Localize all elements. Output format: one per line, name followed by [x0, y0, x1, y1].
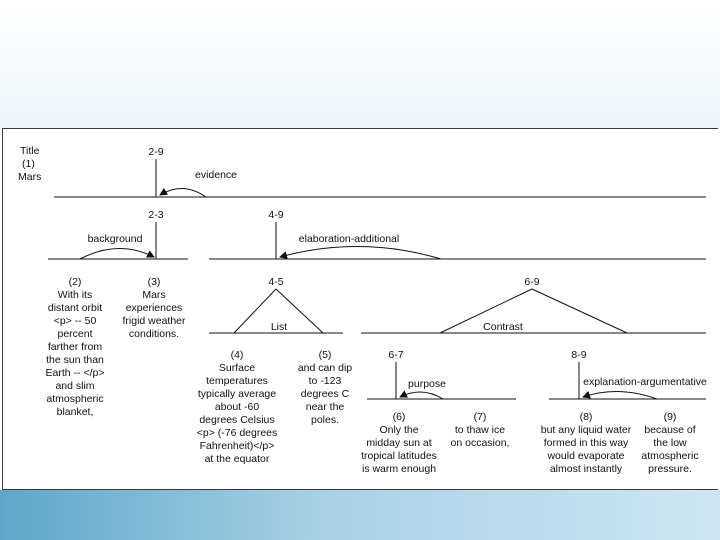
leaf-4-line-7: <p> (-76 degrees: [196, 427, 278, 439]
leaf-2-line-3: distant orbit: [47, 302, 103, 314]
leaf-5-line-5: near the: [305, 401, 345, 413]
relation-elaboration: elaboration-additional: [298, 233, 400, 245]
leaf-8-line-4: would evaporate: [547, 450, 625, 462]
span-label-4-9: 4-9: [268, 209, 284, 221]
span-4-5-node: [209, 276, 343, 333]
leaf-7-line-1: (7): [473, 411, 487, 423]
leaf-2-line-10: atmospheric: [46, 393, 104, 405]
span-label-2-9: 2-9: [148, 146, 164, 158]
leaf-2-line-6: farther from: [47, 341, 103, 353]
span-8-9-node: [549, 349, 707, 399]
span-label-6-9: 6-9: [524, 276, 540, 288]
leaf-9-line-1: (9): [663, 411, 677, 423]
explanation-arrow: [583, 391, 657, 399]
root-span-node: [54, 146, 706, 197]
span-6-9-node: [361, 276, 706, 333]
leaf-8-line-1: (8): [579, 411, 593, 423]
leaf-2: [46, 276, 105, 418]
leaf-2-line-11: blanket,: [56, 406, 94, 418]
span-4-9-node: [209, 209, 706, 259]
slide-bottom-band: [0, 490, 720, 540]
relation-evidence: evidence: [194, 169, 238, 181]
leaf-7-line-2: to thaw ice: [454, 424, 506, 436]
leaf-2-line-5: percent: [57, 328, 93, 340]
slide-top-band: [0, 0, 720, 128]
leaf-8-line-2: but any liquid water: [540, 424, 632, 436]
leaf-4-line-2: Surface: [218, 362, 256, 374]
leaf-5-line-1: (5): [318, 349, 332, 361]
relation-list: List: [270, 321, 288, 333]
leaf-3: [122, 276, 186, 340]
span-label-6-7: 6-7: [388, 349, 404, 361]
leaf-2-line-2: With its: [57, 289, 93, 301]
leaf-3-line-5: conditions.: [128, 328, 180, 340]
list-left-branch: [234, 289, 276, 333]
leaf-2-line-1: (2): [68, 276, 82, 288]
leaf-2-line-9: and slim: [55, 380, 95, 392]
leaf-4-line-5: about -60: [214, 401, 260, 413]
title-node: [18, 145, 41, 183]
rst-diagram-figure: [2, 128, 718, 490]
leaf-3-line-4: frigid weather: [122, 315, 186, 327]
leaf-9-line-2: because of: [644, 424, 696, 436]
relation-explanation: explanation-argumentative: [583, 376, 707, 388]
background-arrow: [80, 248, 154, 259]
leaf-4-line-9: at the equator: [204, 453, 270, 465]
span-2-3-node: [48, 209, 188, 259]
leaf-5-line-2: and can dip: [297, 362, 353, 374]
leaf-9-line-3: the low: [653, 437, 687, 449]
leaf-2-line-7: the sun than: [46, 354, 104, 366]
leaf-5: [298, 349, 352, 426]
title-node-line-2: (1): [22, 158, 35, 170]
leaf-3-line-1: (3): [147, 276, 161, 288]
leaf-8-line-5: almost instantly: [549, 463, 623, 475]
leaf-7: [451, 411, 510, 449]
leaf-6: [361, 411, 437, 475]
leaf-9-line-4: atmospheric: [641, 450, 699, 462]
leaf-4-line-4: typically average: [197, 388, 277, 400]
leaf-6-line-2: Only the: [379, 424, 419, 436]
leaf-4-line-1: (4): [230, 349, 244, 361]
leaf-4: [197, 349, 278, 465]
leaf-6-line-3: midday sun at: [366, 437, 432, 449]
leaf-5-line-4: degrees C: [300, 388, 350, 400]
leaf-2-line-8: Earth -- </p>: [45, 367, 105, 379]
span-label-2-3: 2-3: [148, 209, 164, 221]
relation-contrast: Contrast: [483, 321, 523, 333]
leaf-4-line-3: temperatures: [206, 375, 268, 387]
contrast-right-branch: [532, 289, 627, 333]
leaf-8: [541, 411, 632, 475]
leaf-7-line-3: on occasion,: [450, 437, 510, 449]
leaf-4-line-8: Fahrenheit)</p>: [199, 440, 275, 452]
leaf-2-line-4: <p> -- 50: [53, 315, 97, 327]
leaf-9-line-5: pressure.: [648, 463, 692, 475]
rst-tree-svg: [3, 129, 719, 491]
leaf-4-line-6: degrees Celsius: [199, 414, 275, 426]
relation-purpose: purpose: [408, 378, 446, 390]
leaf-5-line-6: poles.: [310, 414, 340, 426]
leaf-9: [641, 411, 698, 475]
elaboration-arrow: [280, 246, 441, 259]
leaf-5-line-3: to -123: [308, 375, 342, 387]
leaf-6-line-1: (6): [392, 411, 406, 423]
title-node-line-1: Title: [20, 145, 40, 157]
title-node-line-3: Mars: [18, 171, 42, 183]
leaf-3-line-2: Mars: [142, 289, 166, 301]
span-label-4-5: 4-5: [268, 276, 284, 288]
leaf-6-line-5: is warm enough: [361, 463, 437, 475]
leaf-8-line-3: formed in this way: [543, 437, 629, 449]
leaf-6-line-4: tropical latitudes: [361, 450, 437, 462]
evidence-arrow: [160, 188, 206, 197]
span-label-8-9: 8-9: [571, 349, 587, 361]
relation-background: background: [87, 233, 143, 245]
purpose-arrow: [400, 392, 443, 399]
span-6-7-node: [367, 349, 516, 399]
leaf-3-line-3: experiences: [125, 302, 183, 314]
